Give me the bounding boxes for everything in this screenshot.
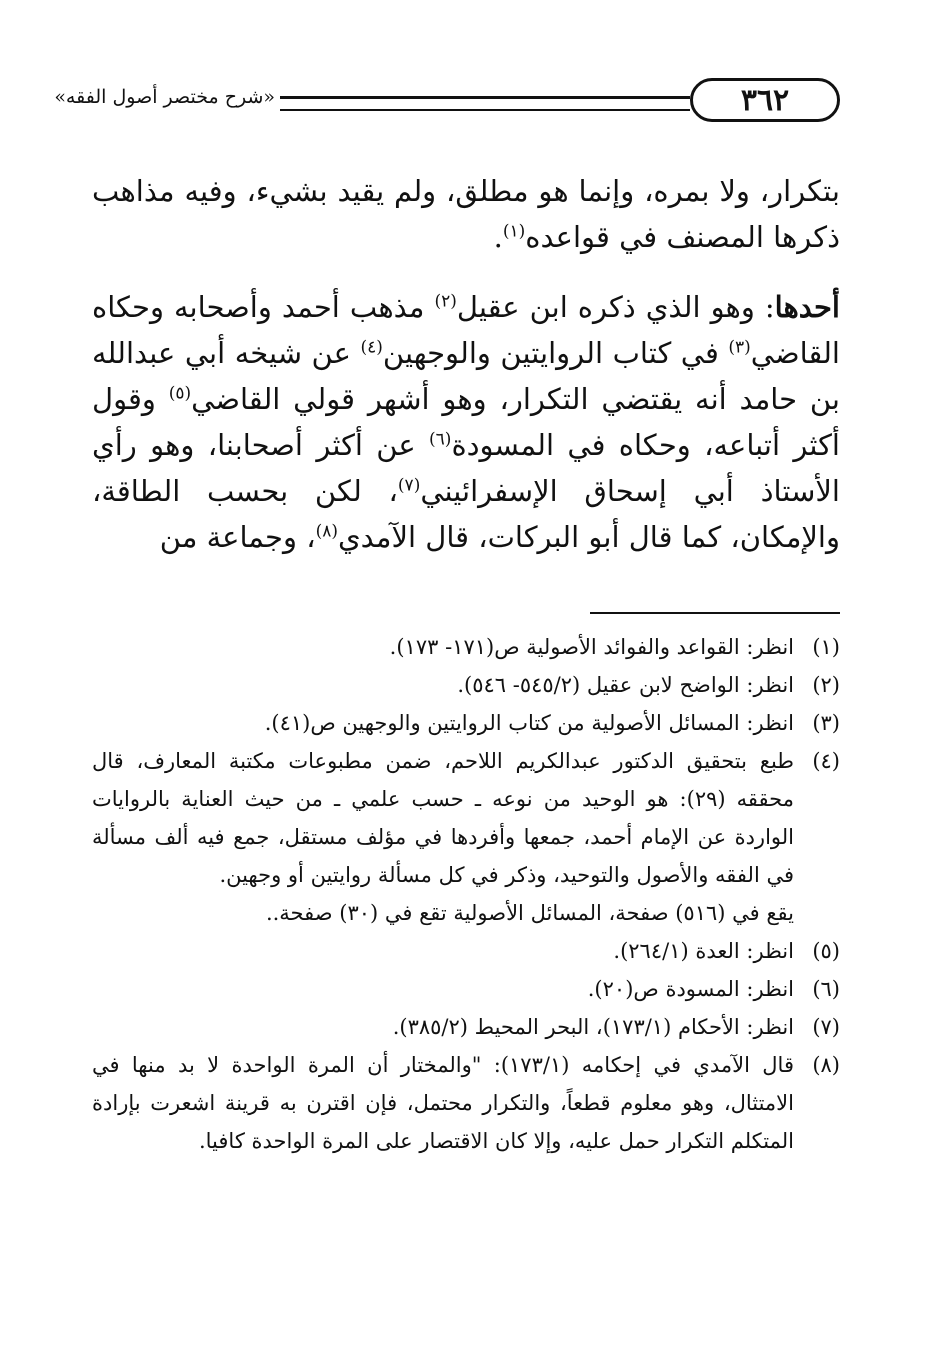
paragraph-2-text-a: : وهو الذي ذكره ابن عقيل [456, 290, 775, 324]
footnotes [92, 628, 840, 1160]
footnote-text: انظر: الأحكام (١٧٣/١)، البحر المحيط (٣٨٥/٢). [392, 1015, 794, 1039]
paragraph-2-text-d: عن شيخه أبي عبدالله بن حامد أنه يقتضي التكرار، وهو أشهر قولي القاضي [92, 336, 841, 416]
footnote-ref-7[interactable]: (٧) [397, 475, 421, 496]
footnote-ref-5[interactable]: (٥) [168, 383, 192, 404]
footnote-text: انظر: المسائل الأصولية من كتاب الروايتين والوجهين ص(٤١). [264, 711, 794, 735]
footnote-ref-4[interactable]: (٤) [360, 337, 383, 358]
footnote-number: (٣) [812, 711, 840, 735]
footnote-number: (٧) [812, 1015, 840, 1039]
paragraph-1-text: بتكرار، ولا بمره، وإنما هو مطلق، ولم يقيد بشيء، وفيه مذاهب ذكرها المصنف في قواعده [92, 174, 840, 254]
footnote-number: (٤) [812, 749, 840, 773]
footnote-ref-3[interactable]: (٣) [728, 337, 751, 358]
footnote-number: (٥) [812, 939, 840, 963]
footnote-number: (٨) [812, 1053, 840, 1077]
footnote-text: انظر: القواعد والفوائد الأصولية ص(١٧١- ١٧٣). [389, 635, 794, 659]
page-number: ٣٦٢ [690, 78, 840, 122]
footnote-4 [92, 742, 840, 894]
paragraph-2-text-c: في كتاب الروايتين والوجهين [382, 336, 729, 370]
footnote-text: انظر: العدة (٢٦٤/١). [613, 939, 794, 963]
paragraph-2-text-b: مذهب أحمد وأصحابه وحكاه القاضي [92, 290, 840, 370]
footnote-5 [92, 932, 840, 970]
paragraph-1-end: . [493, 220, 503, 254]
footnote-ref-1[interactable]: (١) [502, 221, 526, 242]
footnote-text: انظر: المسودة ص(٢٠). [587, 977, 794, 1001]
footnote-4-continuation: يقع في (٥١٦) صفحة، المسائل الأصولية تقع في (٣٠) صفحة.. [265, 901, 794, 925]
paragraph-2-text-g: ، لكن بحسب الطاقة، والإمكان، كما قال أبو البركات، قال الآمدي [92, 474, 840, 554]
paragraph-2-text-h: ، وجماعة من [159, 520, 316, 554]
paragraph-2-text-f: عن أكثر أصحابنا، وهو رأي الأستاذ أبي إسحاق الإسفرائيني [92, 428, 840, 508]
footnote-6 [92, 970, 840, 1008]
footnote-ref-8[interactable]: (٨) [315, 521, 338, 542]
footnote-separator [590, 612, 840, 614]
footnote-number: (١) [812, 635, 840, 659]
header-double-rule [280, 96, 690, 111]
footnote-8 [92, 1046, 840, 1160]
footnote-text: طبع بتحقيق الدكتور عبدالكريم اللاحم، ضمن مطبوعات مكتبة المعارف، قال محققه (٢٩): هو الوحيد من نوعه ـ حسب علمي ـ من حيث العناية بالروايات الواردة عن الإمام أحمد، جمعها وأفردها في مؤلف مستقل، جمع فيه ألف مسألة في الفقه والأصول والتوحيد، وذكر في كل مسألة روايتين أو وجهين. [92, 749, 794, 887]
footnote-ref-2[interactable]: (٢) [434, 291, 457, 312]
running-title: «شرح مختصر أصول الفقه» [54, 86, 275, 108]
footnote-number: (٢) [812, 673, 840, 697]
paragraph-2-lead: أحدها [774, 290, 840, 324]
footnote-ref-6[interactable]: (٦) [429, 429, 452, 450]
footnote-1 [92, 628, 840, 666]
main-text [92, 168, 840, 560]
paragraph-2-text-e: وقول أكثر أتباعه، وحكاه في المسودة [92, 382, 840, 462]
footnote-text: انظر: الواضح لابن عقيل (٥٤٥/٢- ٥٤٦). [457, 673, 794, 697]
paragraph-2 [92, 284, 840, 560]
footnote-number: (٦) [812, 977, 840, 1001]
footnote-2 [92, 666, 840, 704]
footnote-7 [92, 1008, 840, 1046]
paragraph-1 [92, 168, 840, 260]
footnote-text: قال الآمدي في إحكامه (١٧٣/١): "والمختار أن المرة الواحدة لا بد منها في الامتثال، وهو معلوم قطعاً، والتكرار محتمل، فإن اقترن به قرينة اشعرت بإرادة المتكلم التكرار حمل عليه، وإلا كان الاقتصار على المرة الواحدة كافيا. [92, 1053, 794, 1153]
footnote-3 [92, 704, 840, 742]
page-header [54, 70, 840, 130]
